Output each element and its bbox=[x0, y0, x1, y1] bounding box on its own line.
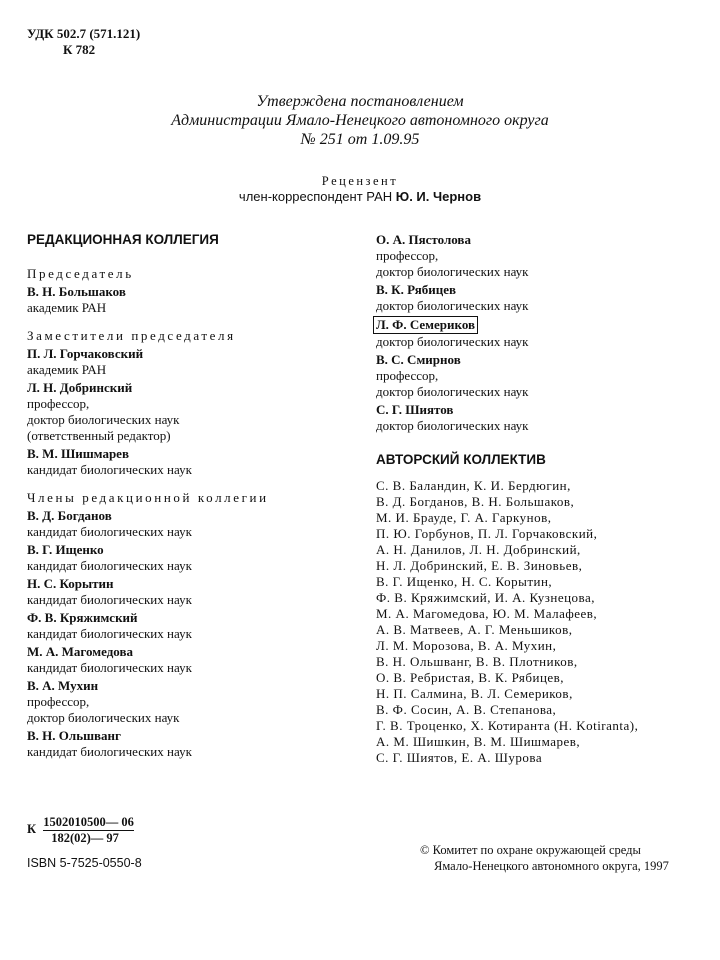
authors-line: С. В. Баландин, К. И. Бердюгин, bbox=[376, 478, 571, 493]
member-name: М. А. Магомедова bbox=[27, 644, 133, 659]
member-name: О. А. Пястолова bbox=[376, 232, 471, 247]
authors-line: М. И. Брауде, Г. А. Гаркунов, bbox=[376, 510, 552, 525]
deputy-detail: профессор, bbox=[27, 396, 90, 411]
member-entry bbox=[376, 316, 706, 350]
member-entry bbox=[27, 728, 347, 760]
member-name: Ф. В. Кряжимский bbox=[27, 610, 138, 625]
isbn: ISBN 5-7525-0550-8 bbox=[27, 856, 142, 870]
deputy-entry bbox=[27, 346, 347, 378]
member-detail: кандидат биологических наук bbox=[27, 744, 192, 759]
authors-line: В. Н. Ольшванг, В. В. Плотников, bbox=[376, 654, 578, 669]
udk-line: УДК 502.7 (571.121) bbox=[27, 26, 141, 41]
approval-line-2: Администрации Ямало-Ненецкого автономного округа bbox=[171, 112, 549, 129]
member-name: В. К. Рябицев bbox=[376, 282, 457, 297]
authors-line: П. Ю. Горбунов, П. Л. Горчаковский, bbox=[376, 526, 598, 541]
copyright bbox=[420, 842, 669, 874]
member-detail: кандидат биологических наук bbox=[27, 660, 192, 675]
member-detail: доктор биологических наук bbox=[376, 264, 529, 279]
member-detail: кандидат биологических наук bbox=[27, 592, 192, 607]
member-entry bbox=[376, 352, 706, 400]
authors-line: Л. М. Морозова, В. А. Мухин, bbox=[376, 638, 557, 653]
authors-line: В. Ф. Сосин, А. В. Степанова, bbox=[376, 702, 557, 717]
authors-line: О. В. Ребристая, В. К. Рябицев, bbox=[376, 670, 565, 685]
deputy-name: Л. Н. Добринский bbox=[27, 380, 133, 395]
chair-name: В. Н. Большаков bbox=[27, 284, 126, 299]
member-name: В. Н. Ольшванг bbox=[27, 728, 121, 743]
authors-heading: АВТОРСКИЙ КОЛЛЕКТИВ bbox=[376, 452, 546, 467]
member-detail: кандидат биологических наук bbox=[27, 626, 192, 641]
member-detail: доктор биологических наук bbox=[27, 710, 180, 725]
authors-line: М. А. Магомедова, Ю. М. Малафеев, bbox=[376, 606, 598, 621]
member-name: В. Д. Богданов bbox=[27, 508, 112, 523]
member-name: В. Г. Ищенко bbox=[27, 542, 104, 557]
member-entry bbox=[376, 282, 706, 314]
member-entry bbox=[27, 508, 347, 540]
authors-line: Г. В. Троценко, Х. Котиранта (H. Kotiranta), bbox=[376, 718, 639, 733]
member-detail: доктор биологических наук bbox=[376, 298, 529, 313]
deputy-name: В. М. Шишмарев bbox=[27, 446, 129, 461]
chair-title: Председатель bbox=[27, 266, 134, 281]
approval-line-3: № 251 от 1.09.95 bbox=[300, 131, 420, 148]
member-detail: кандидат биологических наук bbox=[27, 524, 192, 539]
member-entry bbox=[27, 644, 347, 676]
authors-line: А. М. Шишкин, В. М. Шишмарев, bbox=[376, 734, 581, 749]
member-entry bbox=[27, 678, 347, 726]
member-detail: кандидат биологических наук bbox=[27, 558, 192, 573]
member-detail: доктор биологических наук bbox=[376, 384, 529, 399]
reviewer-title: член-корреспондент РАН bbox=[238, 189, 393, 204]
member-detail: профессор, bbox=[376, 248, 439, 263]
authors-list bbox=[376, 478, 706, 766]
deputy-detail: кандидат биологических наук bbox=[27, 462, 192, 477]
member-name: С. Г. Шиятов bbox=[376, 402, 454, 417]
member-name: В. С. Смирнов bbox=[376, 352, 461, 367]
member-name-boxed: Л. Ф. Семериков bbox=[373, 316, 478, 334]
authors-line: А. Н. Данилов, Л. Н. Добринский, bbox=[376, 542, 581, 557]
member-detail: профессор, bbox=[376, 368, 439, 383]
copyright-line-2: Ямало-Ненецкого автономного округа, 1997 bbox=[434, 859, 669, 873]
authors-line: А. В. Матвеев, А. Г. Меньшиков, bbox=[376, 622, 573, 637]
catalog-fraction bbox=[43, 815, 134, 845]
deputies-section bbox=[27, 328, 347, 478]
catalog-denominator: 182(02)— 97 bbox=[51, 831, 119, 845]
catalog-letter: К bbox=[27, 822, 37, 836]
authors-line: Ф. В. Кряжимский, И. А. Кузнецова, bbox=[376, 590, 596, 605]
editorial-board-right bbox=[376, 232, 706, 766]
authors-line: Н. П. Салмина, В. Л. Семериков, bbox=[376, 686, 573, 701]
members-section bbox=[27, 490, 347, 760]
member-detail: доктор биологических наук bbox=[376, 418, 529, 433]
reviewer-name: Ю. И. Чернов bbox=[395, 189, 482, 204]
deputy-name: П. Л. Горчаковский bbox=[27, 346, 144, 361]
deputy-entry bbox=[27, 380, 347, 444]
chair-detail: академик РАН bbox=[27, 300, 107, 315]
member-entry bbox=[27, 610, 347, 642]
member-detail: доктор биологических наук bbox=[376, 334, 529, 349]
member-entry bbox=[376, 402, 706, 434]
chair-section bbox=[27, 266, 347, 316]
copyright-line-1: © Комитет по охране окружающей среды bbox=[420, 843, 641, 857]
authors-line: С. Г. Шиятов, Е. А. Шурова bbox=[376, 750, 543, 765]
approval-line-1: Утверждена постановлением bbox=[256, 93, 464, 110]
catalog-numerator: 1502010500— 06 bbox=[43, 815, 134, 829]
editorial-board-heading: РЕДАКЦИОННАЯ КОЛЛЕГИЯ bbox=[27, 232, 219, 247]
deputy-entry bbox=[27, 446, 347, 478]
udk-author-mark: К 782 bbox=[63, 42, 96, 57]
catalog-code bbox=[27, 815, 134, 845]
members-title: Члены редакционной коллегии bbox=[27, 490, 269, 505]
editorial-board-left bbox=[27, 232, 347, 772]
udk-block bbox=[27, 26, 140, 58]
member-entry bbox=[27, 542, 347, 574]
member-name: В. А. Мухин bbox=[27, 678, 99, 693]
authors-line: В. Г. Ищенко, Н. С. Корытин, bbox=[376, 574, 553, 589]
approval-note bbox=[0, 92, 720, 149]
reviewer-caption: Рецензент bbox=[321, 174, 399, 188]
deputy-detail: (ответственный редактор) bbox=[27, 428, 171, 443]
member-entry bbox=[376, 232, 706, 280]
reviewer-line bbox=[0, 189, 720, 204]
deputies-title: Заместители председателя bbox=[27, 328, 236, 343]
member-entry bbox=[27, 576, 347, 608]
authors-line: Н. Л. Добринский, Е. В. Зиновьев, bbox=[376, 558, 583, 573]
member-detail: профессор, bbox=[27, 694, 90, 709]
deputy-detail: доктор биологических наук bbox=[27, 412, 180, 427]
deputy-detail: академик РАН bbox=[27, 362, 107, 377]
authors-line: В. Д. Богданов, В. Н. Большаков, bbox=[376, 494, 575, 509]
member-name: Н. С. Корытин bbox=[27, 576, 114, 591]
